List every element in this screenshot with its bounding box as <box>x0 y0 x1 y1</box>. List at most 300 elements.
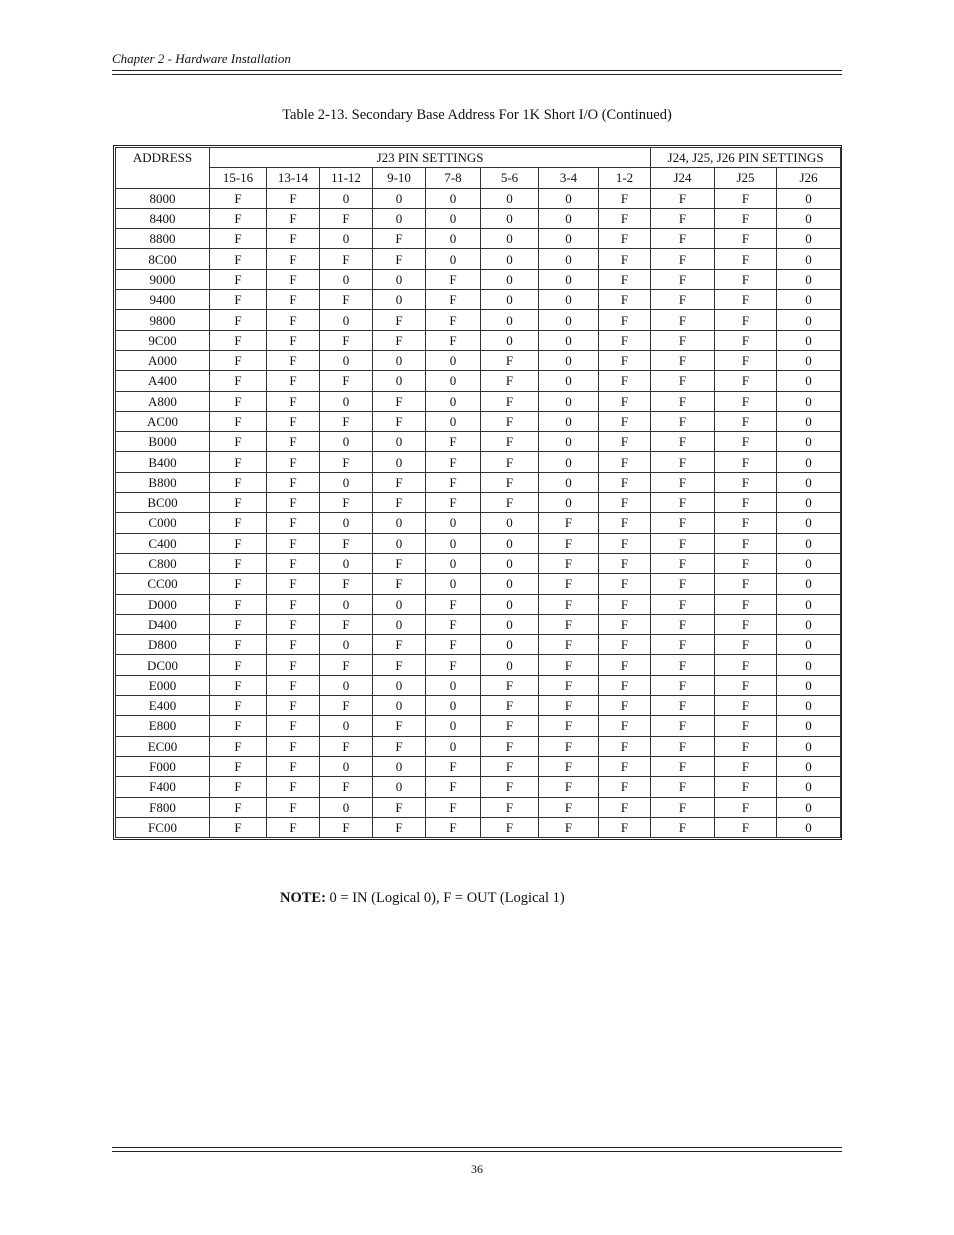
address-cell: A400 <box>116 371 210 391</box>
setting-cell: F <box>210 635 267 655</box>
setting-cell: F <box>651 777 715 797</box>
setting-cell: F <box>539 817 599 837</box>
setting-cell: F <box>210 310 267 330</box>
setting-cell: F <box>715 269 777 289</box>
column-header: J24 <box>651 168 715 188</box>
setting-cell: F <box>715 655 777 675</box>
setting-cell: F <box>210 736 267 756</box>
setting-cell: F <box>320 208 373 228</box>
table-row <box>116 249 841 269</box>
setting-cell: 0 <box>539 493 599 513</box>
address-cell: BC00 <box>116 493 210 513</box>
setting-cell: F <box>599 411 651 431</box>
setting-cell: F <box>320 696 373 716</box>
setting-cell: F <box>651 533 715 553</box>
setting-cell: F <box>481 777 539 797</box>
setting-cell: F <box>320 817 373 837</box>
table-row <box>116 797 841 817</box>
setting-cell: 0 <box>777 269 841 289</box>
setting-cell: F <box>715 452 777 472</box>
setting-cell: F <box>651 696 715 716</box>
setting-cell: F <box>651 736 715 756</box>
setting-cell: F <box>651 553 715 573</box>
setting-cell: F <box>715 716 777 736</box>
setting-cell: F <box>426 655 481 675</box>
setting-cell: F <box>481 696 539 716</box>
address-cell: F800 <box>116 797 210 817</box>
table-caption: Table 2-13. Secondary Base Address For 1K Short I/O (Continued) <box>282 107 672 123</box>
setting-cell: F <box>715 290 777 310</box>
column-header-row <box>116 168 841 188</box>
setting-cell: 0 <box>481 635 539 655</box>
setting-cell: 0 <box>539 330 599 350</box>
setting-cell: 0 <box>539 269 599 289</box>
setting-cell: F <box>267 493 320 513</box>
setting-cell: F <box>715 188 777 208</box>
setting-cell: 0 <box>777 330 841 350</box>
setting-cell: 0 <box>426 249 481 269</box>
setting-cell: 0 <box>777 310 841 330</box>
setting-cell: F <box>210 777 267 797</box>
setting-cell: F <box>715 553 777 573</box>
address-cell: B800 <box>116 472 210 492</box>
setting-cell: F <box>481 391 539 411</box>
setting-cell: F <box>599 797 651 817</box>
setting-cell: 0 <box>373 533 426 553</box>
setting-cell: 0 <box>777 696 841 716</box>
setting-cell: F <box>651 493 715 513</box>
setting-cell: F <box>599 229 651 249</box>
setting-cell: 0 <box>777 472 841 492</box>
address-cell: F000 <box>116 756 210 776</box>
setting-cell: F <box>651 188 715 208</box>
setting-cell: F <box>320 249 373 269</box>
setting-cell: F <box>320 452 373 472</box>
setting-cell: F <box>267 350 320 370</box>
setting-cell: 0 <box>426 229 481 249</box>
setting-cell: F <box>426 635 481 655</box>
setting-cell: 0 <box>481 574 539 594</box>
setting-cell: F <box>599 208 651 228</box>
setting-cell: F <box>599 310 651 330</box>
setting-cell: 0 <box>426 574 481 594</box>
table-row <box>116 614 841 634</box>
setting-cell: 0 <box>777 411 841 431</box>
setting-cell: F <box>210 493 267 513</box>
setting-cell: F <box>373 493 426 513</box>
setting-cell: F <box>210 756 267 776</box>
setting-cell: F <box>373 736 426 756</box>
setting-cell: F <box>320 614 373 634</box>
setting-cell: F <box>539 736 599 756</box>
setting-cell: F <box>426 614 481 634</box>
setting-cell: F <box>481 432 539 452</box>
column-header: J26 <box>777 168 841 188</box>
column-header: 5-6 <box>481 168 539 188</box>
setting-cell: F <box>651 290 715 310</box>
setting-cell: F <box>539 675 599 695</box>
setting-cell: 0 <box>539 249 599 269</box>
setting-cell: 0 <box>481 330 539 350</box>
setting-cell: F <box>210 391 267 411</box>
address-cell: E400 <box>116 696 210 716</box>
setting-cell: F <box>651 574 715 594</box>
setting-cell: F <box>210 696 267 716</box>
setting-cell: F <box>267 249 320 269</box>
setting-cell: F <box>599 452 651 472</box>
setting-cell: 0 <box>481 229 539 249</box>
setting-cell: 0 <box>481 290 539 310</box>
address-cell: C000 <box>116 513 210 533</box>
setting-cell: F <box>426 432 481 452</box>
page-footer <box>112 1147 842 1177</box>
setting-cell: F <box>267 635 320 655</box>
address-cell: C800 <box>116 553 210 573</box>
setting-cell: 0 <box>373 350 426 370</box>
setting-cell: F <box>539 716 599 736</box>
setting-cell: F <box>651 371 715 391</box>
setting-cell: 0 <box>373 614 426 634</box>
setting-cell: F <box>373 411 426 431</box>
setting-cell: F <box>599 594 651 614</box>
page-number: 36 <box>471 1162 483 1176</box>
address-cell: D400 <box>116 614 210 634</box>
table-row <box>116 493 841 513</box>
chapter-title: Chapter 2 - Hardware Installation <box>112 51 291 66</box>
setting-cell: 0 <box>539 452 599 472</box>
setting-cell: F <box>320 330 373 350</box>
setting-cell: F <box>599 290 651 310</box>
setting-cell: F <box>599 777 651 797</box>
setting-cell: 0 <box>320 513 373 533</box>
setting-cell: F <box>210 188 267 208</box>
setting-cell: F <box>599 614 651 634</box>
setting-cell: 0 <box>426 391 481 411</box>
table-row <box>116 696 841 716</box>
setting-cell: 0 <box>539 472 599 492</box>
setting-cell: F <box>651 452 715 472</box>
setting-cell: F <box>481 411 539 431</box>
setting-cell: 0 <box>777 493 841 513</box>
setting-cell: F <box>599 696 651 716</box>
setting-cell: F <box>210 208 267 228</box>
setting-cell: F <box>426 472 481 492</box>
setting-cell: 0 <box>320 391 373 411</box>
setting-cell: F <box>715 330 777 350</box>
setting-cell: F <box>373 716 426 736</box>
setting-cell: F <box>651 391 715 411</box>
setting-cell: F <box>715 411 777 431</box>
setting-cell: F <box>651 594 715 614</box>
setting-cell: 0 <box>777 249 841 269</box>
setting-cell: F <box>715 513 777 533</box>
setting-cell: F <box>210 269 267 289</box>
setting-cell: F <box>599 391 651 411</box>
setting-cell: F <box>267 472 320 492</box>
setting-cell: F <box>426 310 481 330</box>
setting-cell: F <box>715 229 777 249</box>
table-row <box>116 411 841 431</box>
setting-cell: F <box>267 614 320 634</box>
setting-cell: F <box>267 513 320 533</box>
setting-cell: 0 <box>777 716 841 736</box>
column-header: 3-4 <box>539 168 599 188</box>
setting-cell: F <box>210 249 267 269</box>
setting-cell: F <box>210 574 267 594</box>
setting-cell: F <box>210 513 267 533</box>
note-text: 0 = IN (Logical 0), F = OUT (Logical 1) <box>329 890 565 906</box>
setting-cell: F <box>539 777 599 797</box>
table-row <box>116 574 841 594</box>
setting-cell: F <box>373 817 426 837</box>
setting-cell: F <box>210 452 267 472</box>
address-cell: C400 <box>116 533 210 553</box>
setting-cell: F <box>715 777 777 797</box>
setting-cell: F <box>599 493 651 513</box>
setting-cell: 0 <box>777 391 841 411</box>
setting-cell: F <box>210 432 267 452</box>
setting-cell: F <box>715 249 777 269</box>
setting-cell: F <box>426 594 481 614</box>
table-row <box>116 553 841 573</box>
setting-cell: F <box>481 675 539 695</box>
setting-cell: F <box>651 208 715 228</box>
setting-cell: 0 <box>777 533 841 553</box>
setting-cell: 0 <box>481 310 539 330</box>
setting-cell: F <box>599 716 651 736</box>
table-row <box>116 391 841 411</box>
setting-cell: F <box>715 493 777 513</box>
setting-cell: 0 <box>777 797 841 817</box>
page-header <box>112 51 842 75</box>
setting-cell: F <box>651 513 715 533</box>
setting-cell: 0 <box>426 716 481 736</box>
setting-cell: F <box>651 655 715 675</box>
j23-group-header: J23 PIN SETTINGS <box>210 148 651 168</box>
setting-cell: 0 <box>320 635 373 655</box>
setting-cell: F <box>267 310 320 330</box>
table-row <box>116 229 841 249</box>
setting-cell: F <box>267 269 320 289</box>
table-row <box>116 533 841 553</box>
setting-cell: F <box>481 493 539 513</box>
setting-cell: 0 <box>373 290 426 310</box>
address-cell: CC00 <box>116 574 210 594</box>
setting-cell: F <box>210 411 267 431</box>
setting-cell: F <box>599 655 651 675</box>
setting-cell: F <box>426 756 481 776</box>
setting-cell: 0 <box>426 696 481 716</box>
setting-cell: 0 <box>320 432 373 452</box>
table-row <box>116 310 841 330</box>
jumpers-group-header: J24, J25, J26 PIN SETTINGS <box>651 148 841 168</box>
setting-cell: 0 <box>777 350 841 370</box>
setting-cell: F <box>651 350 715 370</box>
setting-cell: F <box>481 797 539 817</box>
setting-cell: F <box>599 736 651 756</box>
setting-cell: 0 <box>777 675 841 695</box>
setting-cell: 0 <box>426 736 481 756</box>
setting-cell: 0 <box>539 391 599 411</box>
address-cell: B000 <box>116 432 210 452</box>
setting-cell: F <box>599 188 651 208</box>
address-cell: 8000 <box>116 188 210 208</box>
table-row <box>116 716 841 736</box>
setting-cell: F <box>210 371 267 391</box>
setting-cell: F <box>320 655 373 675</box>
address-cell: F400 <box>116 777 210 797</box>
setting-cell: F <box>426 452 481 472</box>
setting-cell: 0 <box>777 777 841 797</box>
setting-cell: 0 <box>373 452 426 472</box>
setting-cell: 0 <box>426 513 481 533</box>
setting-cell: F <box>320 290 373 310</box>
setting-cell: 0 <box>481 553 539 573</box>
setting-cell: 0 <box>777 229 841 249</box>
setting-cell: F <box>599 432 651 452</box>
setting-cell: F <box>373 330 426 350</box>
setting-cell: F <box>481 472 539 492</box>
setting-cell: F <box>599 249 651 269</box>
setting-cell: F <box>267 533 320 553</box>
setting-cell: F <box>426 290 481 310</box>
setting-cell: 0 <box>481 594 539 614</box>
setting-cell: 0 <box>777 594 841 614</box>
setting-cell: F <box>267 696 320 716</box>
setting-cell: 0 <box>777 553 841 573</box>
setting-cell: F <box>539 635 599 655</box>
setting-cell: F <box>373 655 426 675</box>
setting-cell: F <box>651 411 715 431</box>
table-row <box>116 452 841 472</box>
setting-cell: F <box>267 553 320 573</box>
setting-cell: 0 <box>481 513 539 533</box>
setting-cell: F <box>267 594 320 614</box>
setting-cell: 0 <box>481 249 539 269</box>
setting-cell: F <box>373 249 426 269</box>
setting-cell: F <box>210 675 267 695</box>
table-row <box>116 675 841 695</box>
address-cell: D800 <box>116 635 210 655</box>
setting-cell: 0 <box>481 655 539 675</box>
setting-cell: F <box>715 310 777 330</box>
setting-cell: F <box>539 513 599 533</box>
setting-cell: F <box>715 533 777 553</box>
table-frame <box>113 145 842 840</box>
table-row <box>116 350 841 370</box>
setting-cell: 0 <box>373 594 426 614</box>
setting-cell: F <box>426 817 481 837</box>
setting-cell: F <box>426 797 481 817</box>
address-cell: EC00 <box>116 736 210 756</box>
setting-cell: F <box>539 756 599 776</box>
setting-cell: F <box>599 817 651 837</box>
setting-cell: F <box>651 797 715 817</box>
table-row <box>116 371 841 391</box>
table-row <box>116 188 841 208</box>
setting-cell: F <box>210 797 267 817</box>
setting-cell: F <box>426 269 481 289</box>
setting-cell: F <box>599 269 651 289</box>
setting-cell: F <box>210 553 267 573</box>
setting-cell: F <box>210 290 267 310</box>
setting-cell: F <box>210 614 267 634</box>
setting-cell: F <box>599 513 651 533</box>
setting-cell: F <box>715 371 777 391</box>
setting-cell: 0 <box>777 614 841 634</box>
setting-cell: F <box>651 817 715 837</box>
setting-cell: F <box>320 371 373 391</box>
setting-cell: F <box>715 817 777 837</box>
setting-cell: F <box>210 655 267 675</box>
setting-cell: F <box>210 330 267 350</box>
setting-cell: 0 <box>426 675 481 695</box>
setting-cell: 0 <box>426 371 481 391</box>
setting-cell: F <box>481 736 539 756</box>
setting-cell: F <box>373 797 426 817</box>
setting-cell: F <box>715 391 777 411</box>
setting-cell: 0 <box>777 432 841 452</box>
table-row <box>116 777 841 797</box>
setting-cell: F <box>481 756 539 776</box>
setting-cell: F <box>651 756 715 776</box>
setting-cell: 0 <box>539 432 599 452</box>
setting-cell: 0 <box>320 188 373 208</box>
setting-cell: 0 <box>373 432 426 452</box>
setting-cell: 0 <box>777 635 841 655</box>
table-row <box>116 655 841 675</box>
setting-cell: F <box>210 533 267 553</box>
setting-cell: 0 <box>539 310 599 330</box>
setting-cell: 0 <box>320 756 373 776</box>
setting-cell: F <box>267 452 320 472</box>
setting-cell: F <box>481 716 539 736</box>
setting-cell: 0 <box>373 513 426 533</box>
address-cell: 8C00 <box>116 249 210 269</box>
setting-cell: 0 <box>320 553 373 573</box>
setting-cell: 0 <box>320 269 373 289</box>
setting-cell: F <box>651 229 715 249</box>
setting-cell: 0 <box>373 756 426 776</box>
setting-cell: F <box>651 614 715 634</box>
setting-cell: F <box>481 817 539 837</box>
setting-cell: F <box>715 614 777 634</box>
setting-cell: F <box>210 472 267 492</box>
setting-cell: F <box>320 736 373 756</box>
column-header: 9-10 <box>373 168 426 188</box>
setting-cell: F <box>267 371 320 391</box>
setting-cell: F <box>715 797 777 817</box>
setting-cell: 0 <box>426 350 481 370</box>
setting-cell: 0 <box>320 797 373 817</box>
table-row <box>116 513 841 533</box>
setting-cell: 0 <box>320 229 373 249</box>
setting-cell: F <box>539 553 599 573</box>
setting-cell: F <box>715 675 777 695</box>
setting-cell: F <box>210 229 267 249</box>
setting-cell: F <box>267 574 320 594</box>
setting-cell: F <box>373 574 426 594</box>
setting-cell: 0 <box>777 574 841 594</box>
table-row <box>116 330 841 350</box>
setting-cell: F <box>539 574 599 594</box>
setting-cell: 0 <box>320 350 373 370</box>
setting-cell: F <box>267 188 320 208</box>
setting-cell: 0 <box>777 188 841 208</box>
header-rule <box>112 70 842 71</box>
setting-cell: F <box>599 635 651 655</box>
setting-cell: F <box>599 330 651 350</box>
